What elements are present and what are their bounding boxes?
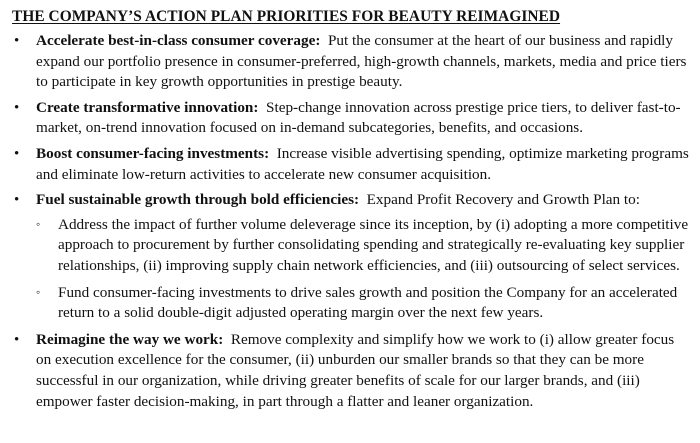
- bullet-icon: •: [14, 192, 20, 209]
- sub-item-text: Fund consumer-facing investments to drive sales growth and position the Company for an accelerated return to a solid double-digit adjusted operating margin over the next few years.: [58, 283, 678, 322]
- item-heading: Accelerate best-in-class consumer coverage:: [36, 32, 321, 49]
- page-title: THE COMPANY’S ACTION PLAN PRIORITIES FOR BEAUTY REIMAGINED: [12, 8, 561, 25]
- item-text: Remove complexity and simplify how we work to (i) allow greater focus on execution excellence for the consumer, (ii) unburden our smaller brands so that they can be more successful in our organization, while driving greater benefits of scale for our larger brands, and (iii) empower faster decision-making, in part through a flatter and leaner organization.: [36, 330, 675, 410]
- item-heading: Fuel sustainable growth through bold efficiencies:: [36, 191, 360, 209]
- item-heading: Reimagine the way we work:: [36, 330, 224, 348]
- bullet-icon: •: [14, 99, 20, 116]
- sub-list-item: [36, 283, 692, 324]
- item-text: Increase visible advertising spending, optimize marketing programs and eliminate low-return activities to accelerate new consumer acquisition.: [36, 144, 689, 183]
- list-item: [12, 330, 692, 412]
- priority-list: [12, 31, 692, 412]
- sub-list: [36, 215, 692, 324]
- item-text: Step-change innovation across prestige price tiers, to deliver fast-to-market, on-trend innovation focused on in-demand subcategories, benefits, and occasions.: [36, 98, 681, 137]
- list-item: [12, 31, 692, 93]
- bullet-icon: •: [14, 33, 20, 49]
- bullet-icon: •: [14, 331, 20, 348]
- sub-bullet-icon: ◦: [36, 216, 41, 231]
- list-item: [12, 144, 692, 185]
- list-item: [12, 190, 692, 324]
- item-heading: Create transformative innovation:: [36, 98, 259, 116]
- sub-item-text: Address the impact of further volume deleverage since its inception, by (i) adopting a more competitive approach to procurement by further consolidating spending and strategically re-evaluating key supplier relationships, (ii) improving supply chain network efficiencies, and (iii) outsourcing of select services.: [58, 215, 689, 274]
- list-item: [12, 98, 692, 139]
- item-heading: Boost consumer-facing investments:: [36, 144, 270, 162]
- sub-bullet-icon: ◦: [36, 284, 41, 299]
- item-text: Put the consumer at the heart of our business and rapidly expand our portfolio presence in consumer-preferred, high-growth channels, markets, media and price tiers to participate in key growth opportunities in prestige beauty.: [36, 32, 687, 91]
- item-text: Expand Profit Recovery and Growth Plan to:: [366, 191, 640, 209]
- bullet-icon: •: [14, 145, 20, 162]
- sub-list-item: [36, 215, 692, 277]
